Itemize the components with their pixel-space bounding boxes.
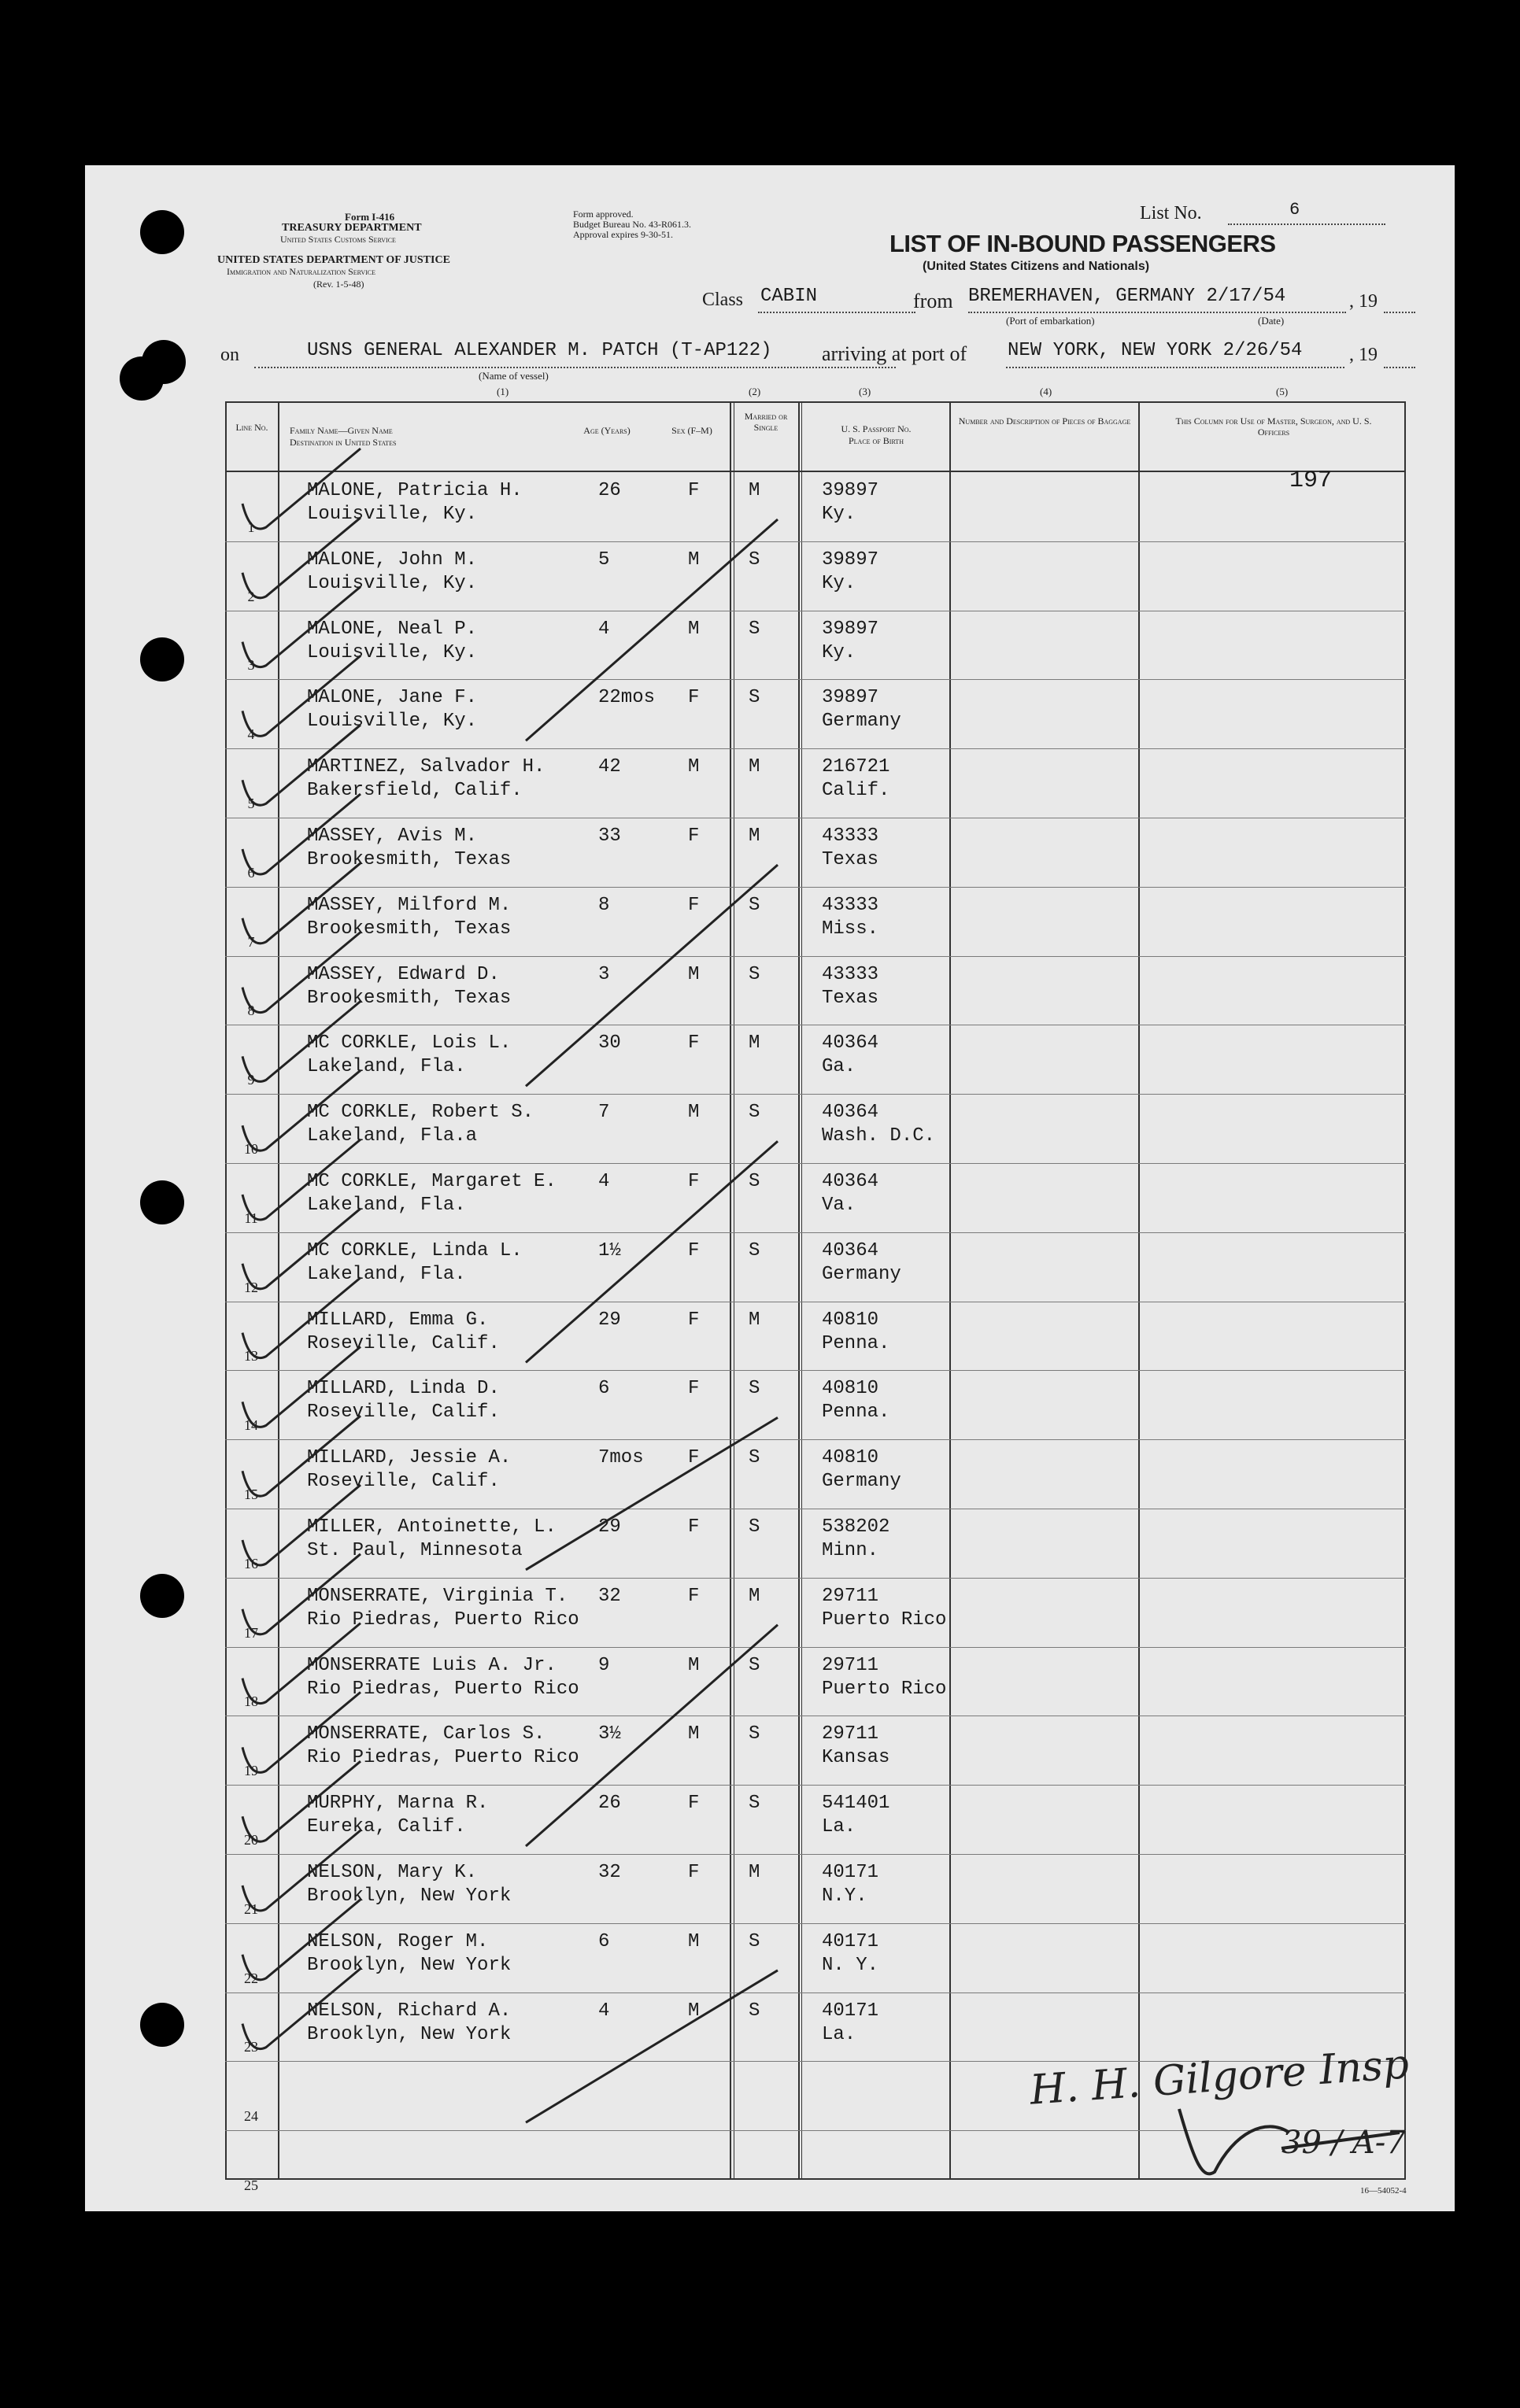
line-number: 3 (247, 657, 255, 674)
col-header-officers: This Column for Use of Master, Surgeon, and U. S. Officers (1175, 415, 1372, 438)
passenger-name: MALONE, Patricia H. (307, 480, 523, 501)
strike-line (526, 1141, 778, 1362)
passenger-destination: Lakeland, Fla.a (307, 1125, 478, 1147)
passenger-destination: Brooklyn, New York (307, 1885, 512, 1907)
passenger-name: MALONE, Jane F. (307, 687, 478, 709)
form-code: 16—54052-4 (1360, 2186, 1407, 2196)
passenger-destination: Brookesmith, Texas (307, 918, 512, 940)
passenger-sex: F (688, 1309, 700, 1331)
passenger-marital: S (749, 1102, 760, 1124)
line-number: 17 (244, 1624, 258, 1641)
passenger-sex: M (688, 2000, 700, 2022)
dept-justice: UNITED STATES DEPARTMENT OF JUSTICE (217, 254, 450, 266)
col-header-passport: U. S. Passport No. (841, 423, 912, 434)
on-label: on (220, 345, 239, 365)
passenger-marital: M (749, 1309, 760, 1331)
passport-number: 29711 (822, 1723, 879, 1745)
passenger-sex: F (688, 1239, 700, 1261)
passenger-sex: F (688, 1171, 700, 1192)
passenger-age: 4 (598, 1171, 610, 1192)
passenger-marital: S (749, 618, 760, 640)
class-value: CABIN (760, 286, 818, 307)
place-of-birth: Calif. (822, 780, 890, 802)
line-number: 15 (244, 1487, 258, 1502)
place-of-birth: Ky. (822, 572, 856, 594)
passenger-name: MC CORKLE, Lois L. (307, 1032, 512, 1054)
passport-number: 40810 (822, 1309, 879, 1331)
passenger-age: 9 (598, 1654, 610, 1676)
col-header-line-no: Line No. (235, 422, 268, 433)
line-number: 18 (244, 1693, 258, 1710)
col-num-1: (1) (497, 386, 509, 397)
passport-number: 43333 (822, 825, 879, 847)
passenger-destination: St. Paul, Minnesota (307, 1540, 523, 1561)
dept-customs: United States Customs Service (280, 234, 396, 245)
col-header-sex: Sex (F–M) (671, 425, 712, 436)
strike-line (526, 1970, 778, 2122)
passenger-marital: S (749, 1654, 760, 1676)
passenger-destination: Louisville, Ky. (307, 504, 478, 525)
passenger-name: MC CORKLE, Robert S. (307, 1102, 534, 1124)
inspector-signature: H. H. Gilgore Insp (1028, 2041, 1411, 2114)
passenger-sex: F (688, 687, 700, 709)
passport-number: 40364 (822, 1102, 879, 1124)
passenger-name: NELSON, Richard A. (307, 2000, 512, 2022)
passenger-marital: M (749, 1032, 760, 1054)
passenger-age: 29 (598, 1516, 621, 1538)
passenger-marital: M (749, 756, 760, 778)
line-number: 11 (244, 1210, 258, 1226)
place-of-birth: Minn. (822, 1540, 879, 1561)
passenger-marital: M (749, 1585, 760, 1607)
col-header-name: Family Name—Given Name (290, 425, 393, 436)
line-number: 4 (247, 726, 255, 743)
passenger-destination: Rio Piedras, Puerto Rico (307, 1747, 579, 1769)
passenger-sex: F (688, 894, 700, 916)
passenger-marital: S (749, 1171, 760, 1192)
line-number: 12 (244, 1279, 258, 1295)
dept-ins: Immigration and Naturalization Service (227, 266, 376, 277)
line-number: 8 (247, 1003, 255, 1019)
passenger-marital: M (749, 825, 760, 847)
place-of-birth: La. (822, 2023, 856, 2045)
passenger-sex: F (688, 1862, 700, 1883)
passport-number: 29711 (822, 1585, 879, 1607)
passenger-age: 4 (598, 618, 610, 640)
line-number: 14 (244, 1417, 258, 1434)
passenger-age: 6 (598, 1930, 610, 1952)
passport-number: 216721 (822, 756, 890, 778)
list-no-label: List No. (1140, 203, 1202, 223)
place-of-birth: Ky. (822, 641, 856, 663)
passenger-name: MASSEY, Edward D. (307, 963, 500, 985)
passenger-sex: F (688, 1032, 700, 1054)
col-header-destination: Destination in United States (290, 437, 397, 448)
passenger-sex: F (688, 1516, 700, 1538)
passenger-destination: Roseville, Calif. (307, 1471, 500, 1493)
passenger-marital: S (749, 894, 760, 916)
passenger-destination: Louisville, Ky. (307, 711, 478, 733)
passenger-destination: Brooklyn, New York (307, 1954, 512, 1976)
passenger-sex: M (688, 756, 700, 778)
passenger-age: 30 (598, 1032, 621, 1054)
place-of-birth: N. Y. (822, 1954, 879, 1976)
passenger-destination: Bakersfield, Calif. (307, 780, 523, 802)
arriving-label: arriving at port of (822, 342, 967, 365)
line-number: 24 (244, 2108, 258, 2125)
place-of-birth: Texas (822, 987, 879, 1009)
strike-line (526, 519, 778, 740)
col-header-age: Age (Years) (583, 425, 631, 436)
passport-number: 40364 (822, 1171, 879, 1192)
passenger-destination: Louisville, Ky. (307, 641, 478, 663)
passenger-name: MILLARD, Emma G. (307, 1309, 489, 1331)
passenger-sex: F (688, 1447, 700, 1469)
strike-line (526, 1625, 778, 1846)
passport-number: 538202 (822, 1516, 890, 1538)
passenger-age: 33 (598, 825, 621, 847)
passenger-marital: M (749, 1862, 760, 1883)
passenger-destination: Brookesmith, Texas (307, 987, 512, 1009)
passenger-sex: F (688, 480, 700, 501)
place-of-birth: Va. (822, 1195, 856, 1216)
passenger-marital: S (749, 548, 760, 571)
passenger-marital: S (749, 963, 760, 985)
passenger-sex: M (688, 548, 700, 571)
col-num-3: (3) (859, 386, 871, 397)
line-number: 1 (247, 519, 255, 535)
passenger-marital: M (749, 480, 760, 501)
passenger-destination: Rio Piedras, Puerto Rico (307, 1678, 579, 1700)
passenger-name: MILLARD, Jessie A. (307, 1447, 512, 1469)
line-number: 21 (244, 1900, 258, 1917)
passenger-age: 32 (598, 1862, 621, 1883)
passenger-marital: S (749, 1447, 760, 1469)
strike-line (526, 865, 778, 1086)
passenger-sex: M (688, 618, 700, 640)
line-number: 6 (247, 864, 255, 881)
approval-line-1: Form approved. (573, 209, 634, 220)
form-id: Form I-416 (345, 211, 395, 223)
passenger-name: MILLER, Antoinette, L. (307, 1516, 557, 1538)
form-subtitle: (United States Citizens and Nationals) (923, 260, 1150, 273)
passenger-age: 22mos (598, 687, 656, 709)
passenger-name: MC CORKLE, Linda L. (307, 1239, 523, 1261)
check-marks (85, 165, 1455, 2211)
passenger-sex: F (688, 825, 700, 847)
passenger-sex: M (688, 1102, 700, 1124)
dept-treasury: TREASURY DEPARTMENT (282, 222, 422, 234)
strike-line (526, 1417, 778, 1569)
passenger-destination: Eureka, Calif. (307, 1816, 466, 1838)
passenger-destination: Roseville, Calif. (307, 1402, 500, 1424)
passenger-name: MONSERRATE, Virginia T. (307, 1585, 568, 1607)
passenger-name: MC CORKLE, Margaret E. (307, 1171, 557, 1192)
handwritten-annotation: 39 / A-7 (1281, 2125, 1406, 2161)
passenger-destination: Louisville, Ky. (307, 572, 478, 594)
passenger-marital: S (749, 1239, 760, 1261)
vessel-value: USNS GENERAL ALEXANDER M. PATCH (T-AP122) (307, 340, 772, 361)
passenger-name: NELSON, Mary K. (307, 1862, 478, 1883)
place-of-birth: Miss. (822, 918, 879, 940)
passenger-age: 26 (598, 480, 621, 501)
passport-number: 40810 (822, 1378, 879, 1400)
passport-number: 40171 (822, 2000, 879, 2022)
passenger-name: MALONE, John M. (307, 548, 478, 571)
passport-number: 39897 (822, 548, 879, 571)
passenger-marital: S (749, 1793, 760, 1815)
passport-number: 43333 (822, 894, 879, 916)
place-of-birth: Ga. (822, 1056, 856, 1078)
line-number: 16 (244, 1555, 258, 1571)
signature-flourish (1171, 2085, 1407, 2188)
passport-number: 40810 (822, 1447, 879, 1469)
line-number: 25 (244, 2177, 258, 2193)
manifest-page (85, 165, 1455, 2211)
line-number: 19 (244, 1763, 258, 1779)
line-number: 5 (247, 796, 255, 811)
passenger-marital: S (749, 1723, 760, 1745)
class-label: Class (702, 290, 744, 310)
passenger-age: 32 (598, 1585, 621, 1607)
place-of-birth: Germany (822, 711, 901, 733)
passport-number: 40171 (822, 1930, 879, 1952)
line-number: 7 (247, 933, 255, 950)
passenger-name: MALONE, Neal P. (307, 618, 478, 640)
passenger-age: 8 (598, 894, 610, 916)
passenger-name: MILLARD, Linda D. (307, 1378, 500, 1400)
port-caption: (Port of embarkation) (1006, 315, 1095, 327)
line-number: 9 (247, 1072, 255, 1088)
line-number: 13 (244, 1348, 258, 1365)
passenger-name: MARTINEZ, Salvador H. (307, 756, 545, 778)
line-number: 23 (244, 2039, 258, 2055)
passenger-sex: M (688, 963, 700, 985)
passenger-name: MONSERRATE Luis A. Jr. (307, 1654, 557, 1676)
place-of-birth: Puerto Rico (822, 1678, 947, 1700)
list-no-value: 6 (1289, 200, 1300, 220)
place-of-birth: Texas (822, 849, 879, 870)
passport-number: 40364 (822, 1032, 879, 1054)
passenger-marital: S (749, 687, 760, 709)
passport-number: 541401 (822, 1793, 890, 1815)
passenger-name: MASSEY, Milford M. (307, 894, 512, 916)
place-of-birth: N.Y. (822, 1885, 867, 1907)
passenger-name: MONSERRATE, Carlos S. (307, 1723, 545, 1745)
revision: (Rev. 1-5-48) (313, 279, 364, 290)
passenger-marital: S (749, 1378, 760, 1400)
passport-number: 40171 (822, 1862, 879, 1883)
approval-line-2: Budget Bureau No. 43-R061.3. (573, 219, 691, 230)
passenger-age: 26 (598, 1793, 621, 1815)
passenger-destination: Brooklyn, New York (307, 2023, 512, 2045)
passenger-sex: F (688, 1585, 700, 1607)
place-of-birth: Penna. (822, 1332, 890, 1354)
passenger-destination: Lakeland, Fla. (307, 1195, 466, 1216)
passenger-name: MASSEY, Avis M. (307, 825, 478, 847)
passenger-sex: M (688, 1930, 700, 1952)
place-of-birth: Germany (822, 1263, 901, 1285)
passenger-destination: Brookesmith, Texas (307, 849, 512, 870)
approval-line-3: Approval expires 9-30-51. (573, 229, 673, 240)
passenger-name: MURPHY, Marna R. (307, 1793, 489, 1815)
col-num-5: (5) (1276, 386, 1289, 397)
passenger-age: 3½ (598, 1723, 621, 1745)
from-value: BREMERHAVEN, GERMANY 2/17/54 (968, 286, 1286, 307)
passenger-sex: M (688, 1654, 700, 1676)
passenger-age: 4 (598, 2000, 610, 2022)
passenger-age: 29 (598, 1309, 621, 1331)
passenger-marital: S (749, 1930, 760, 1952)
passenger-name: NELSON, Roger M. (307, 1930, 489, 1952)
form-title: LIST OF IN-BOUND PASSENGERS (889, 230, 1276, 257)
place-of-birth: Puerto Rico (822, 1608, 947, 1631)
passenger-sex: M (688, 1723, 700, 1745)
col-header-baggage: Number and Description of Pieces of Baggage (958, 415, 1131, 427)
passport-number: 39897 (822, 618, 879, 640)
officer-number: 197 (1289, 467, 1333, 494)
passenger-age: 5 (598, 548, 610, 571)
place-of-birth: Kansas (822, 1747, 890, 1769)
from-label: from (913, 290, 953, 312)
col-header-birth: Place of Birth (849, 435, 904, 446)
passenger-marital: S (749, 2000, 760, 2022)
passenger-destination: Rio Piedras, Puerto Rico (307, 1608, 579, 1631)
check-mark (242, 449, 361, 529)
passenger-age: 42 (598, 756, 621, 778)
place-of-birth: Ky. (822, 504, 856, 525)
arrival-value: NEW YORK, NEW YORK 2/26/54 (1008, 340, 1303, 361)
date-caption: (Date) (1258, 315, 1285, 327)
passenger-age: 6 (598, 1378, 610, 1400)
line-number: 10 (244, 1141, 258, 1157)
line-number: 20 (244, 1832, 258, 1848)
col-num-4: (4) (1040, 386, 1052, 397)
col-header-married: Married or Single (744, 411, 788, 433)
passenger-age: 7mos (598, 1447, 644, 1469)
passport-number: 39897 (822, 480, 879, 501)
place-of-birth: Wash. D.C. (822, 1125, 936, 1147)
passenger-sex: F (688, 1793, 700, 1815)
passport-number: 29711 (822, 1654, 879, 1676)
passenger-age: 1½ (598, 1239, 621, 1261)
passport-number: 43333 (822, 963, 879, 985)
passport-number: 40364 (822, 1239, 879, 1261)
place-of-birth: Germany (822, 1471, 901, 1493)
year-suffix-2: , 19 (1349, 345, 1378, 365)
passenger-marital: S (749, 1516, 760, 1538)
year-suffix-1: , 19 (1349, 291, 1378, 312)
place-of-birth: Penna. (822, 1402, 890, 1424)
passport-number: 39897 (822, 687, 879, 709)
passenger-age: 7 (598, 1102, 610, 1124)
passenger-destination: Roseville, Calif. (307, 1332, 500, 1354)
passenger-destination: Lakeland, Fla. (307, 1263, 466, 1285)
col-num-2: (2) (749, 386, 761, 397)
line-number: 22 (244, 1970, 258, 1986)
passenger-destination: Lakeland, Fla. (307, 1056, 466, 1078)
line-number: 2 (247, 588, 255, 604)
passenger-sex: F (688, 1378, 700, 1400)
place-of-birth: La. (822, 1816, 856, 1838)
vessel-caption: (Name of vessel) (479, 370, 549, 382)
passenger-age: 3 (598, 963, 610, 985)
